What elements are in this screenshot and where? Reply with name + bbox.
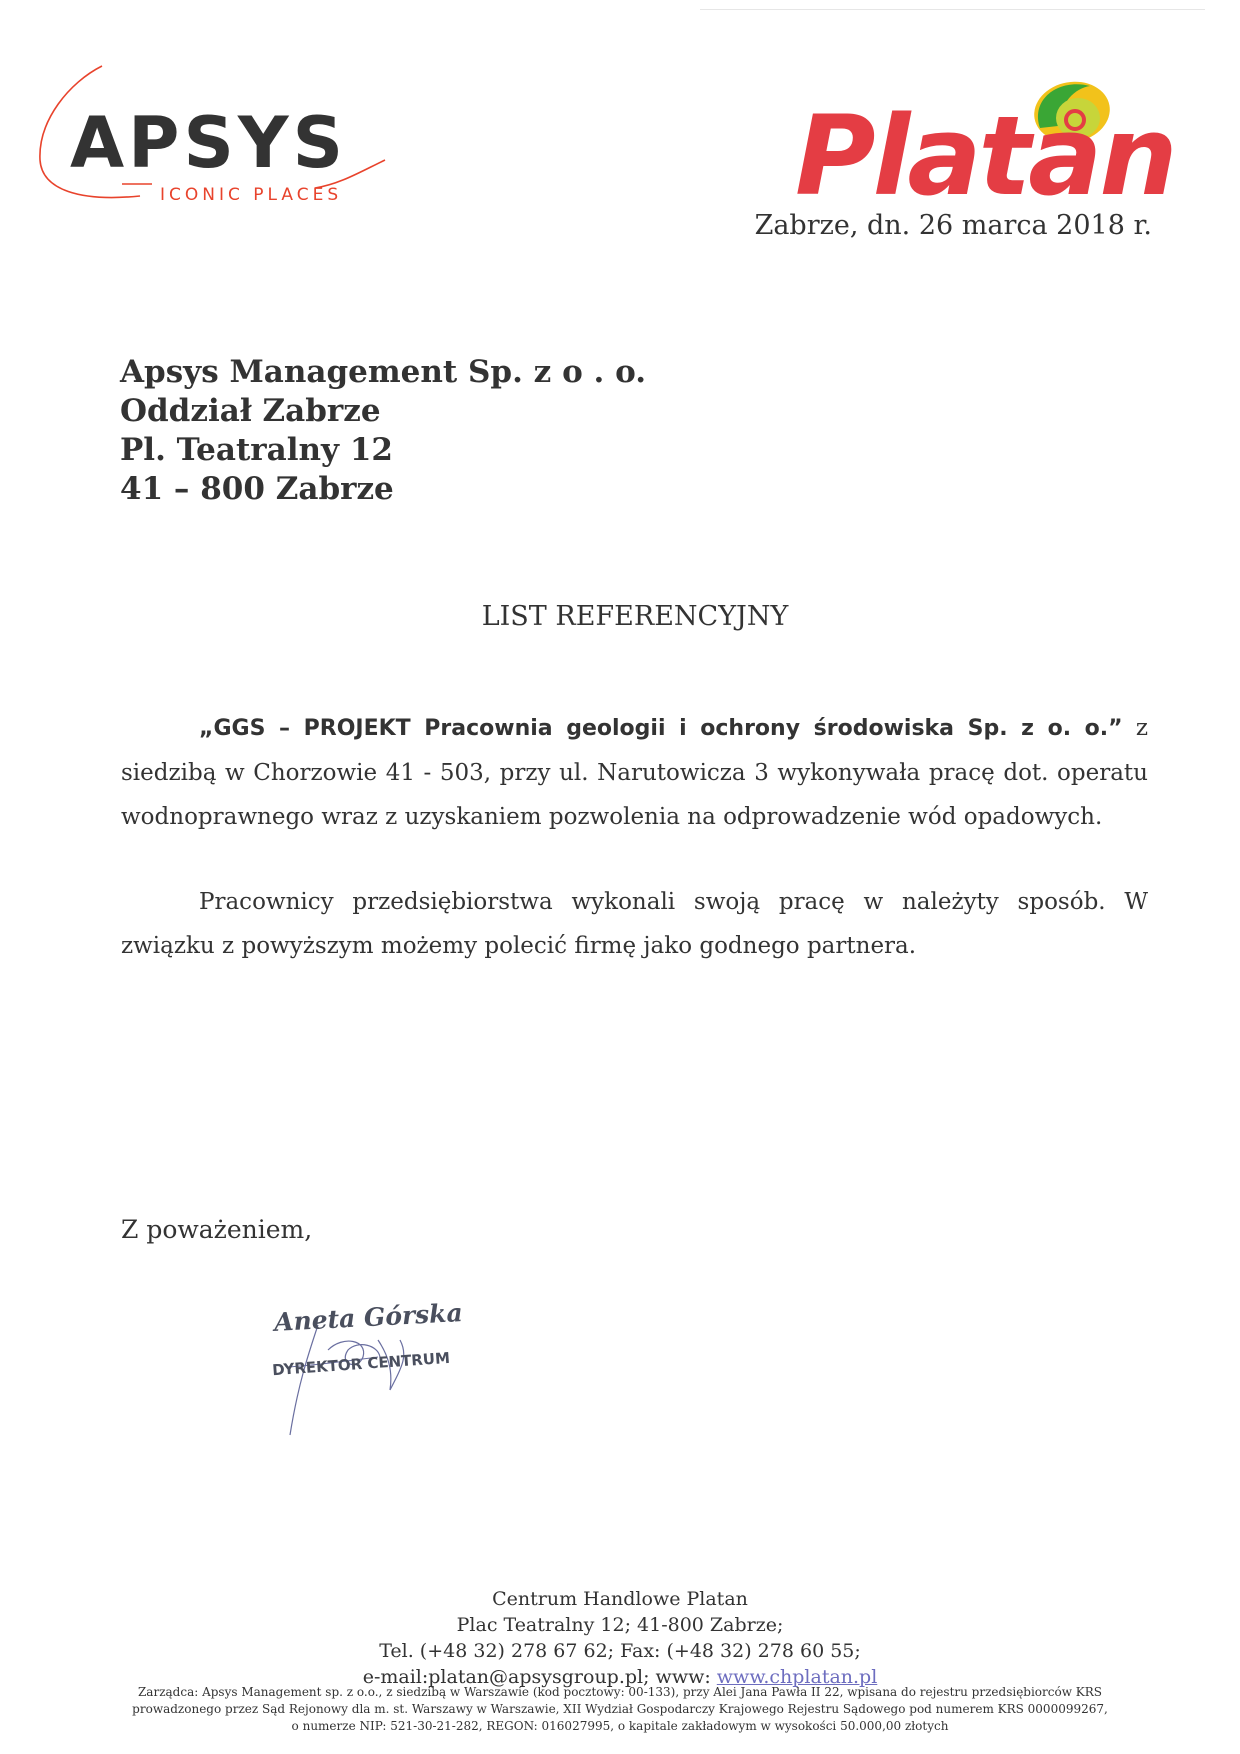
address-line: Oddział Zabrze	[120, 393, 381, 429]
legal-line: o numerze NIP: 521-30-21-282, REGON: 016027995, o kapitale zakładowym w wysokości 50.000,00 złotych	[291, 1719, 949, 1733]
website-link[interactable]: www.chplatan.pl	[716, 1666, 878, 1688]
address-line: 41 – 800 Zabrze	[120, 471, 394, 507]
closing-salutation: Z poważeniem,	[121, 1215, 313, 1244]
apsys-logo-text: APSYS	[70, 102, 347, 184]
platan-logo-text: Platan	[795, 92, 1175, 220]
legal-notice	[130, 1684, 1110, 1735]
signature-role: DYREKTOR CENTRUM	[271, 1348, 451, 1380]
recipient-address	[120, 353, 646, 509]
address-line: Apsys Management Sp. z o . o.	[120, 354, 647, 390]
footer-line: Plac Teatralny 12; 41-800 Zabrze;	[456, 1614, 784, 1636]
footer	[0, 1586, 1240, 1690]
legal-line: Zarządca: Apsys Management sp. z o.o., z siedzibą w Warszawie (kod pocztowy: 00-133), przy Alei Jana Pawła II 22, wpisana do rejestru przedsiębiorców KRS	[137, 1685, 1103, 1699]
paragraph-text: z siedzibą w Chorzowie 41 - 503, przy ul. Narutowicza 3 wykonywała pracę dot. operatu wodnoprawnego wraz z uzyskaniem pozwolenia na odprowadzenie wód opadowych.	[121, 715, 1148, 830]
body-paragraph-2	[121, 880, 1148, 968]
footer-line: Tel. (+48 32) 278 67 62; Fax: (+48 32) 278 60 55;	[379, 1640, 861, 1662]
paragraph-text: Pracownicy przedsiębiorstwa wykonali swoją pracę w należyty sposób. W związku z powyższym możemy polecić firmę jako godnego partnera.	[121, 889, 1148, 959]
footer-email: e-mail:platan@apsysgroup.pl; www:	[362, 1666, 717, 1688]
address-line: Pl. Teatralny 12	[120, 432, 393, 468]
apsys-tagline: ICONIC PLACES	[160, 185, 343, 205]
signature-stamp	[268, 1295, 468, 1440]
platan-logo	[795, 78, 1195, 218]
footer-line: Centrum Handlowe Platan	[492, 1588, 748, 1610]
letter-date: Zabrze, dn. 26 marca 2018 r.	[754, 210, 1152, 241]
body-paragraph-1	[121, 706, 1148, 839]
company-name: „GGS – PROJEKT Pracownia geologii i ochrony środowiska Sp. z o. o.”	[199, 716, 1123, 741]
apsys-logo	[30, 60, 410, 220]
legal-line: prowadzonego przez Sąd Rejonowy dla m. st. Warszawy w Warszawie, XII Wydział Gospodarczy Krajowego Rejestru Sądowego pod numerem KRS 0000099267,	[132, 1702, 1108, 1716]
signature-name: Aneta Górska	[273, 1298, 464, 1337]
top-rule	[700, 9, 1205, 10]
document-title: LIST REFERENCYJNY	[481, 601, 789, 632]
